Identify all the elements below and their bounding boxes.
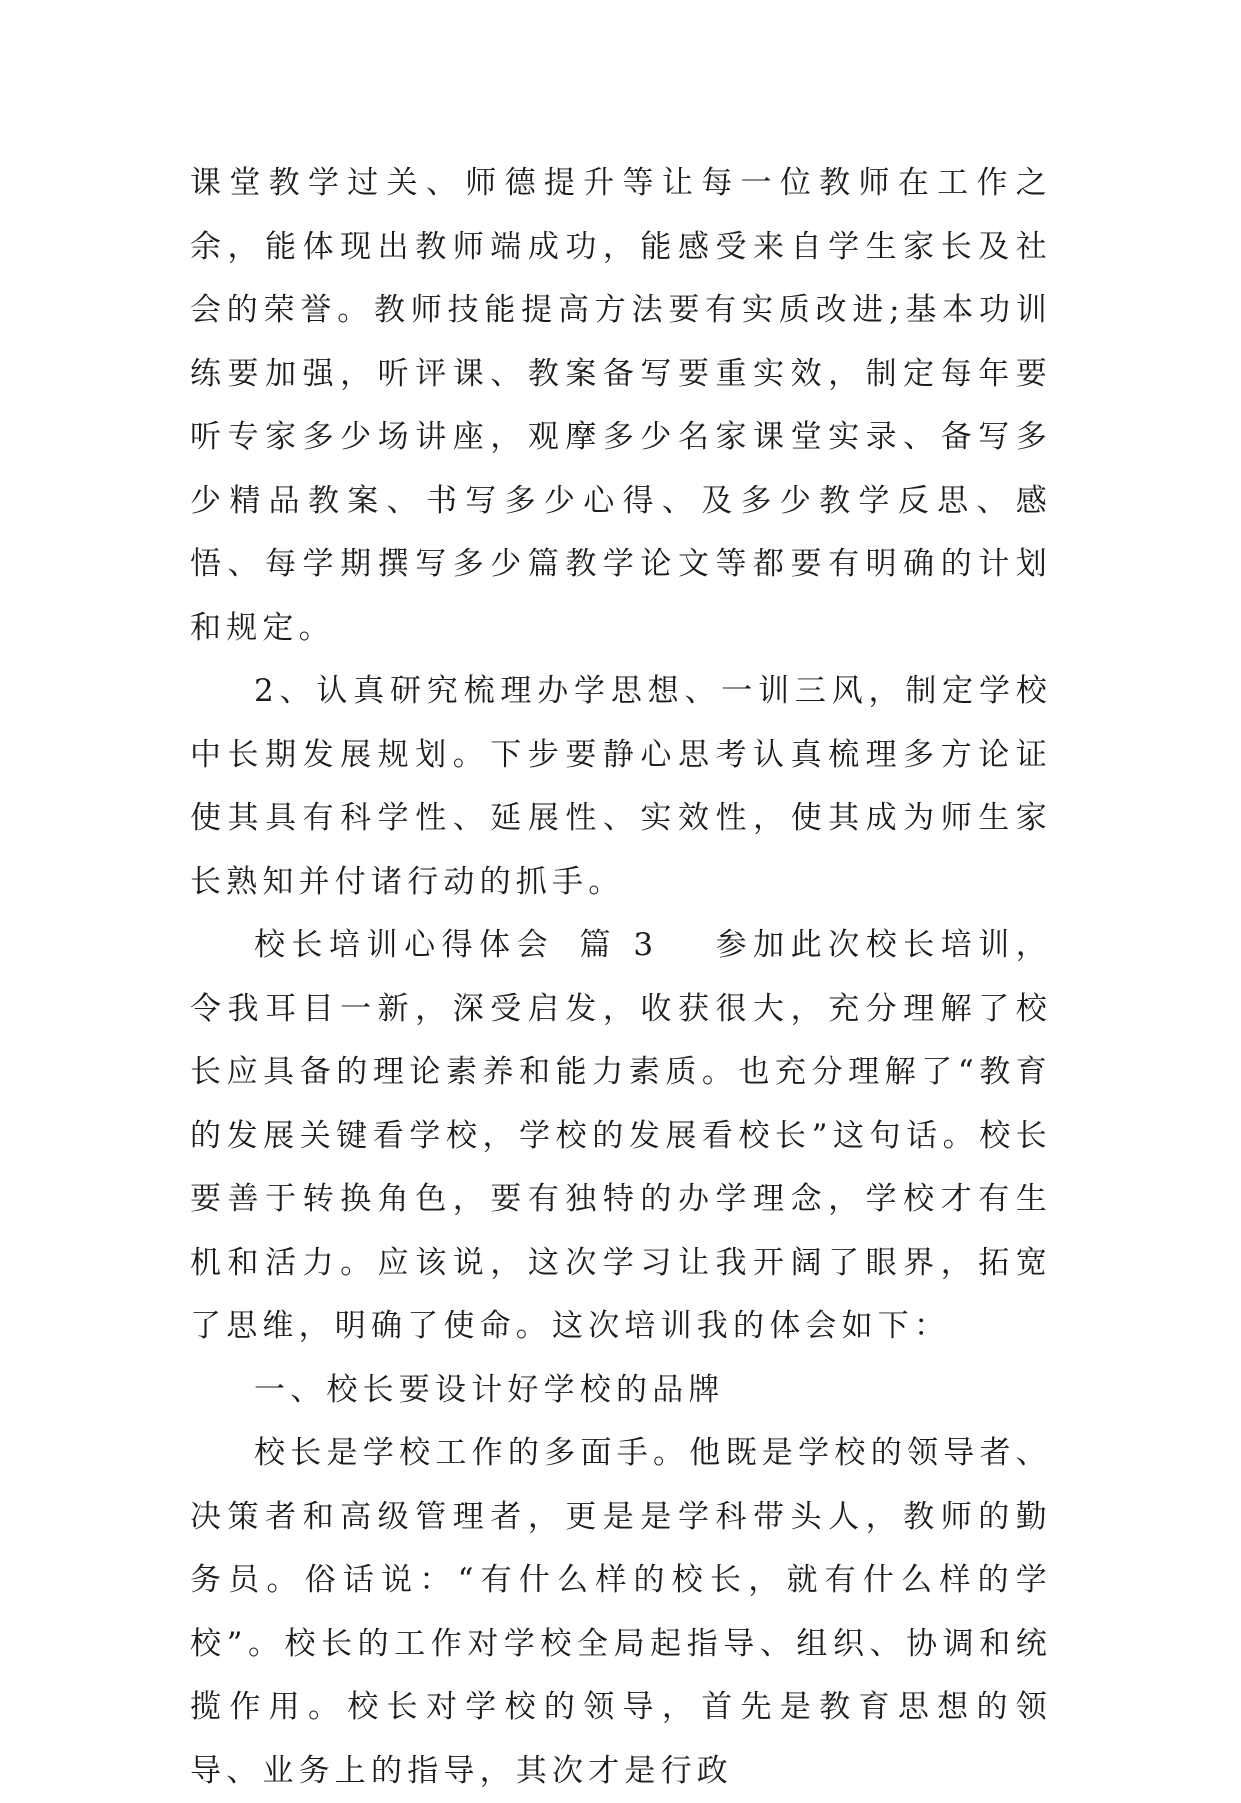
section-heading: 校长培训心得体会	[254, 927, 555, 963]
document-body	[190, 152, 1052, 1803]
paragraph-item-2: 2、认真研究梳理办学思想、一训三风，制定学校中长期发展规划。下步要静心思考认真梳理多方论证使其具有科学性、延展性、实效性，使其成为师生家长熟知并付诸行动的抓手。	[190, 673, 1052, 900]
section-intro-text: 参加此次校长培训，令我耳目一新，深受启发，收获很大，充分理解了校长应具备的理论素养和能力素质。也充分理解了“教育的发展关键看学校，学校的发展看校长”这句话。校长要善于转换角色，要有独特的办学理念，学校才有生机和活力。应该说，这次学习让我开阔了眼界，拓宽了思维，明确了使命。这次培训我的体会如下：	[190, 927, 1052, 1344]
paragraph-continued: 课堂教学过关、师德提升等让每一位教师在工作之余，能体现出教师端成功，能感受来自学生家长及社会的荣誉。教师技能提高方法要有实质改进;基本功训练要加强，听评课、教案备写要重实效，制定每年要听专家多少场讲座，观摩多少名家课堂实录、备写多少精品教案、书写多少心得、及多少教学反思、感悟、每学期撰写多少篇教学论文等都要有明确的计划和规定。	[190, 165, 1052, 646]
subheading-brand: 一、校长要设计好学校的品牌	[254, 1371, 725, 1408]
paragraph-section-3	[190, 914, 1052, 1359]
section-number: 篇 3	[578, 927, 659, 963]
paragraph-principal-role: 校长是学校工作的多面手。他既是学校的领导者、决策者和高级管理者，更是是学科带头人，教师的勤务员。俗话说：“有什么样的校长，就有什么样的学校”。校长的工作对学校全局起指导、组织、协调和统揽作用。校长对学校的领导，首先是教育思想的领导、业务上的指导，其次才是行政	[190, 1435, 1052, 1789]
